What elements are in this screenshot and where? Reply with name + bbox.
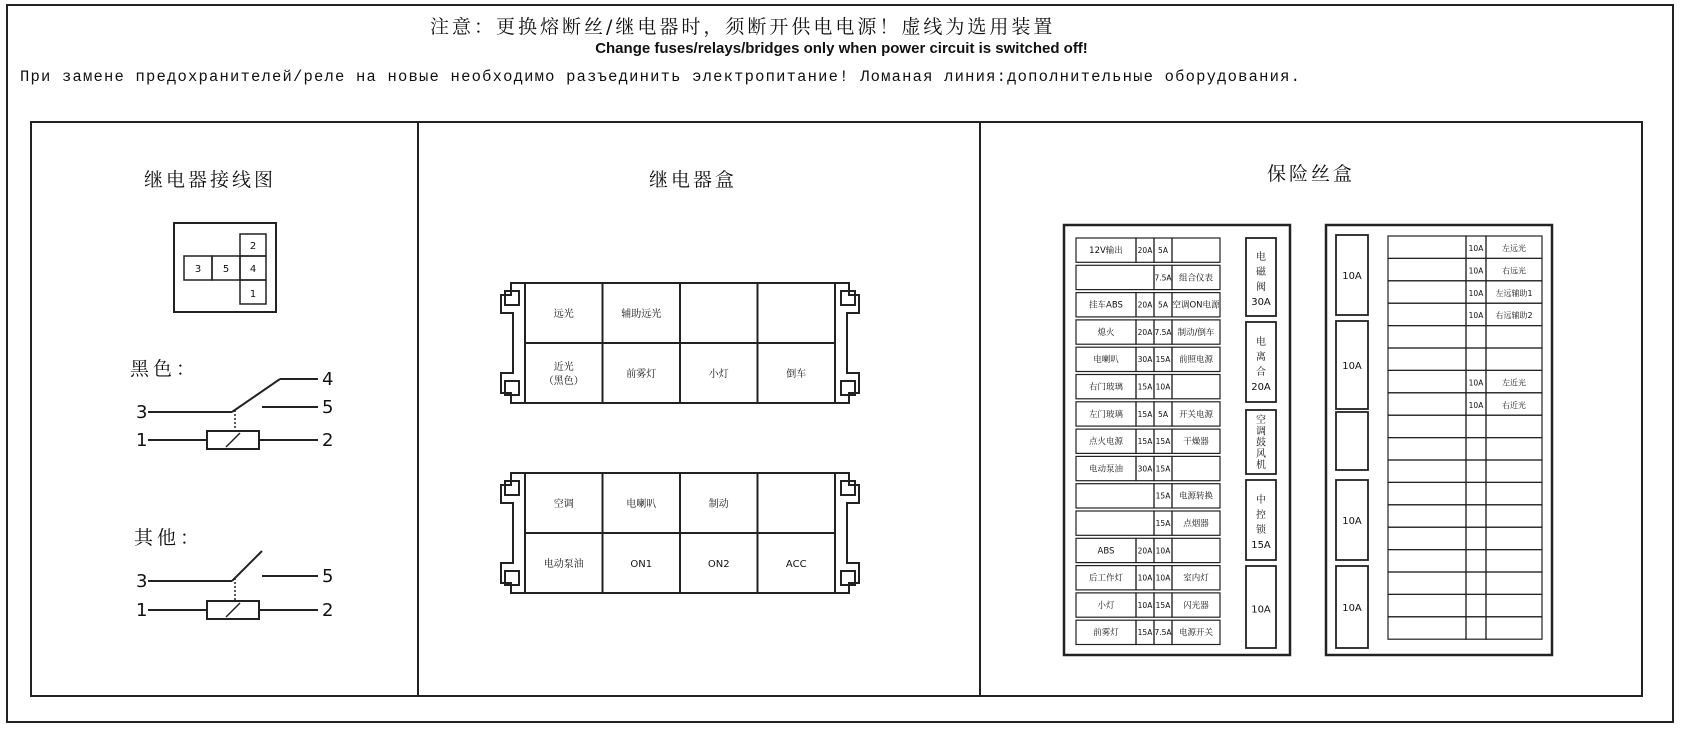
fuse-cell: [1486, 348, 1542, 370]
fuse-amp: 5A: [1158, 300, 1168, 310]
relay-label: ON1: [630, 559, 653, 570]
relay-label: 远光: [553, 309, 574, 320]
fuse-name: 空调ON电源: [1172, 300, 1220, 311]
fuse-cell: [1076, 265, 1154, 289]
wiring-title: 继电器接线图: [143, 169, 277, 191]
fuse-cell: [1466, 572, 1486, 594]
fuse-amp: 10A: [1468, 288, 1484, 298]
fuse-name: 制动/倒车: [1177, 327, 1215, 338]
fuse-name: 干燥器: [1183, 437, 1209, 448]
fuse-cell: [1466, 348, 1486, 370]
relay-label: ACC: [785, 559, 807, 570]
fuse-row: [1388, 594, 1542, 616]
fuse-title: 保险丝盒: [1266, 163, 1356, 185]
fuse-amp: 30A: [1137, 355, 1153, 365]
fuse-cell: [1388, 460, 1466, 482]
fuse-amp: 20A: [1137, 546, 1153, 556]
fuse-block-text: 空: [1256, 415, 1266, 427]
fuse-box-left: [1064, 225, 1290, 655]
relay-label: 制动: [708, 499, 729, 510]
fuse-amp: 15A: [1137, 409, 1153, 419]
fuse-block-text: 机: [1256, 460, 1266, 471]
fuse-cell: [1466, 594, 1486, 616]
fuse-cell: [1388, 438, 1466, 460]
fuse-name: 电源转换: [1178, 491, 1214, 502]
black-n2: 2: [322, 430, 334, 451]
fuse-amp: 7.5A: [1154, 327, 1172, 337]
fuse-cell: [1486, 460, 1542, 482]
fuse-block-text: 风: [1256, 448, 1266, 460]
fuse-amp: 20A: [1137, 300, 1153, 310]
fuse-amp: 10A: [1155, 546, 1171, 556]
fuse-name: 室内灯: [1183, 573, 1209, 584]
fuse-cell: [1486, 617, 1542, 639]
fuse-name: 后工作灯: [1088, 573, 1124, 584]
fuse-cell: [1466, 505, 1486, 527]
fuse-row: [1388, 572, 1542, 594]
fuse-name: 左门玻璃: [1088, 409, 1124, 420]
fuse-block-text: 15A: [1251, 540, 1271, 551]
panel-fuse-border: [980, 122, 1642, 696]
fuse-row: [1388, 236, 1542, 258]
fuse-row: [1388, 460, 1542, 482]
fuse-block-text: 20A: [1251, 382, 1271, 393]
fuse-row: [1388, 326, 1542, 348]
fuse-row: [1076, 511, 1220, 535]
fuse-block-text: 离: [1256, 352, 1266, 363]
pin-1: 1: [249, 289, 257, 300]
relay-label: 空调: [553, 499, 574, 510]
fuse-row: [1076, 293, 1220, 317]
fuse-row: [1076, 593, 1220, 617]
fuse-block-text: 电: [1256, 337, 1266, 348]
pin-5: 5: [222, 264, 230, 275]
fuse-amp: 7.5A: [1154, 628, 1172, 638]
fuse-row: [1388, 415, 1542, 437]
fuse-block-text: 合: [1256, 367, 1266, 378]
warning-russian: При замене предохранителей/реле на новые необходимо разъединить электропитание! Ломаная линия:дополнительные оборудования.: [20, 68, 1302, 86]
fuse-cell: [1388, 572, 1466, 594]
fuse-row: [1076, 265, 1220, 289]
fuse-block-text: 中: [1256, 495, 1266, 506]
fuse-name: 开关电源: [1178, 409, 1214, 420]
fuse-amp: 15A: [1155, 437, 1171, 447]
fuse-row: [1388, 505, 1542, 527]
fuse-row: [1388, 527, 1542, 549]
fuse-amp: 10A: [1468, 400, 1484, 410]
fuse-amp: 15A: [1155, 355, 1171, 365]
fuse-block-text: 10A: [1342, 603, 1362, 614]
fuse-row: [1388, 258, 1542, 280]
relay-box-1: [501, 283, 859, 403]
fuse-name: 挂车ABS: [1089, 300, 1123, 311]
fuse-cell: [1486, 505, 1542, 527]
fuse-amp: 10A: [1468, 311, 1484, 321]
fuse-cell: [1388, 482, 1466, 504]
fuse-name: 电喇叭: [1093, 355, 1119, 366]
fuse-cell: [1388, 415, 1466, 437]
fuse-cell: [1486, 438, 1542, 460]
relay-label: 小灯: [708, 369, 729, 380]
fuse-row: [1388, 303, 1542, 325]
fuse-cell: [1388, 505, 1466, 527]
fuse-block: [1336, 412, 1368, 470]
fuse-name: 点火电源: [1088, 437, 1124, 448]
fuse-cell: [1388, 594, 1466, 616]
warning-chinese: 注意：更换熔断丝/继电器时，须断开供电电源！虚线为选用装置: [430, 16, 1056, 38]
fuse-name: 前雾灯: [1093, 628, 1119, 639]
fuse-cell: [1388, 617, 1466, 639]
fuse-block-text: 10A: [1342, 361, 1362, 372]
fuse-cell: [1076, 511, 1154, 535]
fuse-cell: [1388, 527, 1466, 549]
fuse-amp: 10A: [1468, 378, 1484, 388]
fuse-cell: [1486, 572, 1542, 594]
fuse-amp: 10A: [1468, 266, 1484, 276]
fuse-row: [1388, 438, 1542, 460]
fuse-amp: 10A: [1137, 600, 1153, 610]
fuse-cell: [1466, 550, 1486, 572]
black-n3: 3: [136, 402, 148, 423]
relay-title: 继电器盒: [648, 169, 738, 191]
pin-4: 4: [249, 264, 257, 275]
panel-wiring-border: [31, 122, 418, 696]
fuse-name: 组合仪表: [1178, 273, 1214, 284]
fuse-row: [1076, 484, 1220, 508]
fuse-cell: [1486, 550, 1542, 572]
fuse-name: 电源开关: [1178, 628, 1214, 639]
fuse-row: [1388, 617, 1542, 639]
fuse-name: 闪光器: [1183, 600, 1209, 611]
fuse-block-text: 30A: [1251, 297, 1271, 308]
fuse-block-text: 控: [1256, 510, 1266, 521]
fuse-row: [1388, 348, 1542, 370]
fuse-cell: [1486, 482, 1542, 504]
fuse-row: [1076, 429, 1220, 453]
fuse-row: [1076, 620, 1220, 644]
relay-label: 前雾灯: [626, 369, 657, 380]
fuse-cell: [1466, 482, 1486, 504]
fuse-row: [1076, 402, 1220, 426]
relay-box-2: [501, 473, 859, 593]
fuse-row: [1388, 550, 1542, 572]
fuse-cell: [1388, 303, 1466, 325]
fuse-cell: [1388, 281, 1466, 303]
fuse-amp: 15A: [1137, 628, 1153, 638]
fuse-row: [1076, 538, 1220, 562]
relay-label: （黑色）: [543, 376, 584, 387]
fuse-amp: 15A: [1155, 464, 1171, 474]
fuse-name: 左近光: [1502, 378, 1526, 388]
other-n3: 3: [136, 571, 148, 592]
fuse-row: [1388, 370, 1542, 392]
fuse-row: [1388, 281, 1542, 303]
black-n5: 5: [322, 397, 334, 418]
fuse-block-text: 10A: [1342, 271, 1362, 282]
fuse-amp: 10A: [1155, 573, 1171, 583]
fuse-name: 右远光: [1502, 266, 1526, 276]
fuse-row: [1076, 375, 1220, 399]
fuse-cell: [1486, 594, 1542, 616]
fuse-row: [1388, 482, 1542, 504]
fuse-cell: [1466, 438, 1486, 460]
fuse-row: [1076, 456, 1220, 480]
fuse-cell: [1388, 348, 1466, 370]
fuse-cell: [1466, 460, 1486, 482]
relay-label: 倒车: [786, 369, 807, 380]
fuse-name: ABS: [1097, 546, 1115, 557]
fuse-name: 左远光: [1502, 244, 1526, 253]
fuse-amp: 10A: [1155, 382, 1171, 392]
relay-label: 电喇叭: [626, 499, 657, 510]
fuse-block-text: 磁: [1256, 267, 1266, 278]
fuse-name: 前照电源: [1178, 355, 1214, 366]
fuse-cell: [1486, 415, 1542, 437]
other-label: 其他：: [134, 527, 204, 549]
fuse-block-text: 调: [1256, 426, 1266, 438]
fuse-block-text: 阀: [1256, 282, 1266, 293]
fuse-name: 小灯: [1097, 600, 1115, 611]
fuse-cell: [1466, 527, 1486, 549]
fuse-amp: 10A: [1468, 244, 1484, 253]
fuse-amp: 20A: [1137, 246, 1153, 255]
black-n1: 1: [136, 430, 148, 451]
fuse-amp: 10A: [1137, 573, 1153, 583]
fuse-cell: [1172, 456, 1220, 480]
fuse-row: [1076, 566, 1220, 590]
fuse-cell: [1172, 238, 1220, 262]
other-relay-schematic: [148, 551, 318, 619]
relay-label: ON2: [707, 559, 730, 570]
fuse-cell: [1388, 393, 1466, 415]
fuse-cell: [1172, 375, 1220, 399]
fuse-row: [1076, 347, 1220, 371]
fuse-amp: 15A: [1155, 600, 1171, 610]
black-n4: 4: [322, 369, 334, 390]
panel-relay-border: [418, 122, 980, 696]
other-n2: 2: [322, 600, 334, 621]
fuse-amp: 15A: [1137, 437, 1153, 447]
relay-label: 近光: [553, 362, 574, 373]
relay-label: 辅助远光: [621, 309, 662, 320]
fuse-cell: [1466, 415, 1486, 437]
fuse-amp: 15A: [1155, 519, 1171, 528]
fuse-cell: [1466, 326, 1486, 348]
fuse-cell: [1466, 617, 1486, 639]
fuse-block-text: 10A: [1342, 516, 1362, 527]
fuse-amp: 20A: [1137, 327, 1153, 337]
fuse-name: 熄火: [1097, 327, 1115, 338]
warning-english: Change fuses/relays/bridges only when power circuit is switched off!: [595, 40, 1088, 57]
fuse-cell: [1172, 538, 1220, 562]
fuse-amp: 7.5A: [1154, 273, 1172, 283]
fuse-row: [1076, 320, 1220, 344]
fuse-cell: [1388, 326, 1466, 348]
fuse-amp: 30A: [1137, 464, 1153, 474]
fuse-name: 右门玻璃: [1088, 382, 1124, 393]
fuse-cell: [1388, 236, 1466, 258]
fuse-block-text: 10A: [1251, 604, 1271, 616]
pin-3: 3: [194, 264, 202, 275]
fuse-name: 12V输出: [1089, 246, 1123, 256]
fuse-name: 左远辅助1: [1495, 288, 1533, 298]
fuse-amp: 5A: [1158, 246, 1168, 255]
fuse-cell: [1388, 550, 1466, 572]
fuse-block-text: 鼓: [1256, 437, 1266, 449]
fuse-cell: [1076, 484, 1154, 508]
fuse-amp: 15A: [1137, 382, 1153, 392]
pin-2: 2: [249, 241, 257, 252]
fuse-cell: [1388, 258, 1466, 280]
black-label: 黑色：: [130, 358, 200, 380]
fuse-name: 点烟器: [1183, 519, 1209, 529]
fuse-name: 右近光: [1502, 400, 1526, 410]
fuse-name: 右远辅助2: [1495, 311, 1533, 321]
fuse-name: 电动泵油: [1088, 464, 1124, 475]
fuse-cell: [1388, 370, 1466, 392]
fuse-amp: 15A: [1155, 491, 1171, 501]
fuse-cell: [1486, 326, 1542, 348]
black-relay-schematic: [148, 379, 318, 449]
other-n5: 5: [322, 566, 334, 587]
other-n1: 1: [136, 600, 148, 621]
fuse-row: [1076, 238, 1220, 262]
relay-label: 电动泵油: [543, 559, 584, 570]
fuse-amp: 5A: [1158, 409, 1168, 419]
fuse-cell: [1486, 527, 1542, 549]
fuse-row: [1388, 393, 1542, 415]
fuse-block-text: 锁: [1256, 525, 1266, 536]
fuse-block-text: 电: [1256, 252, 1266, 263]
fuse-box-right: [1326, 225, 1552, 655]
